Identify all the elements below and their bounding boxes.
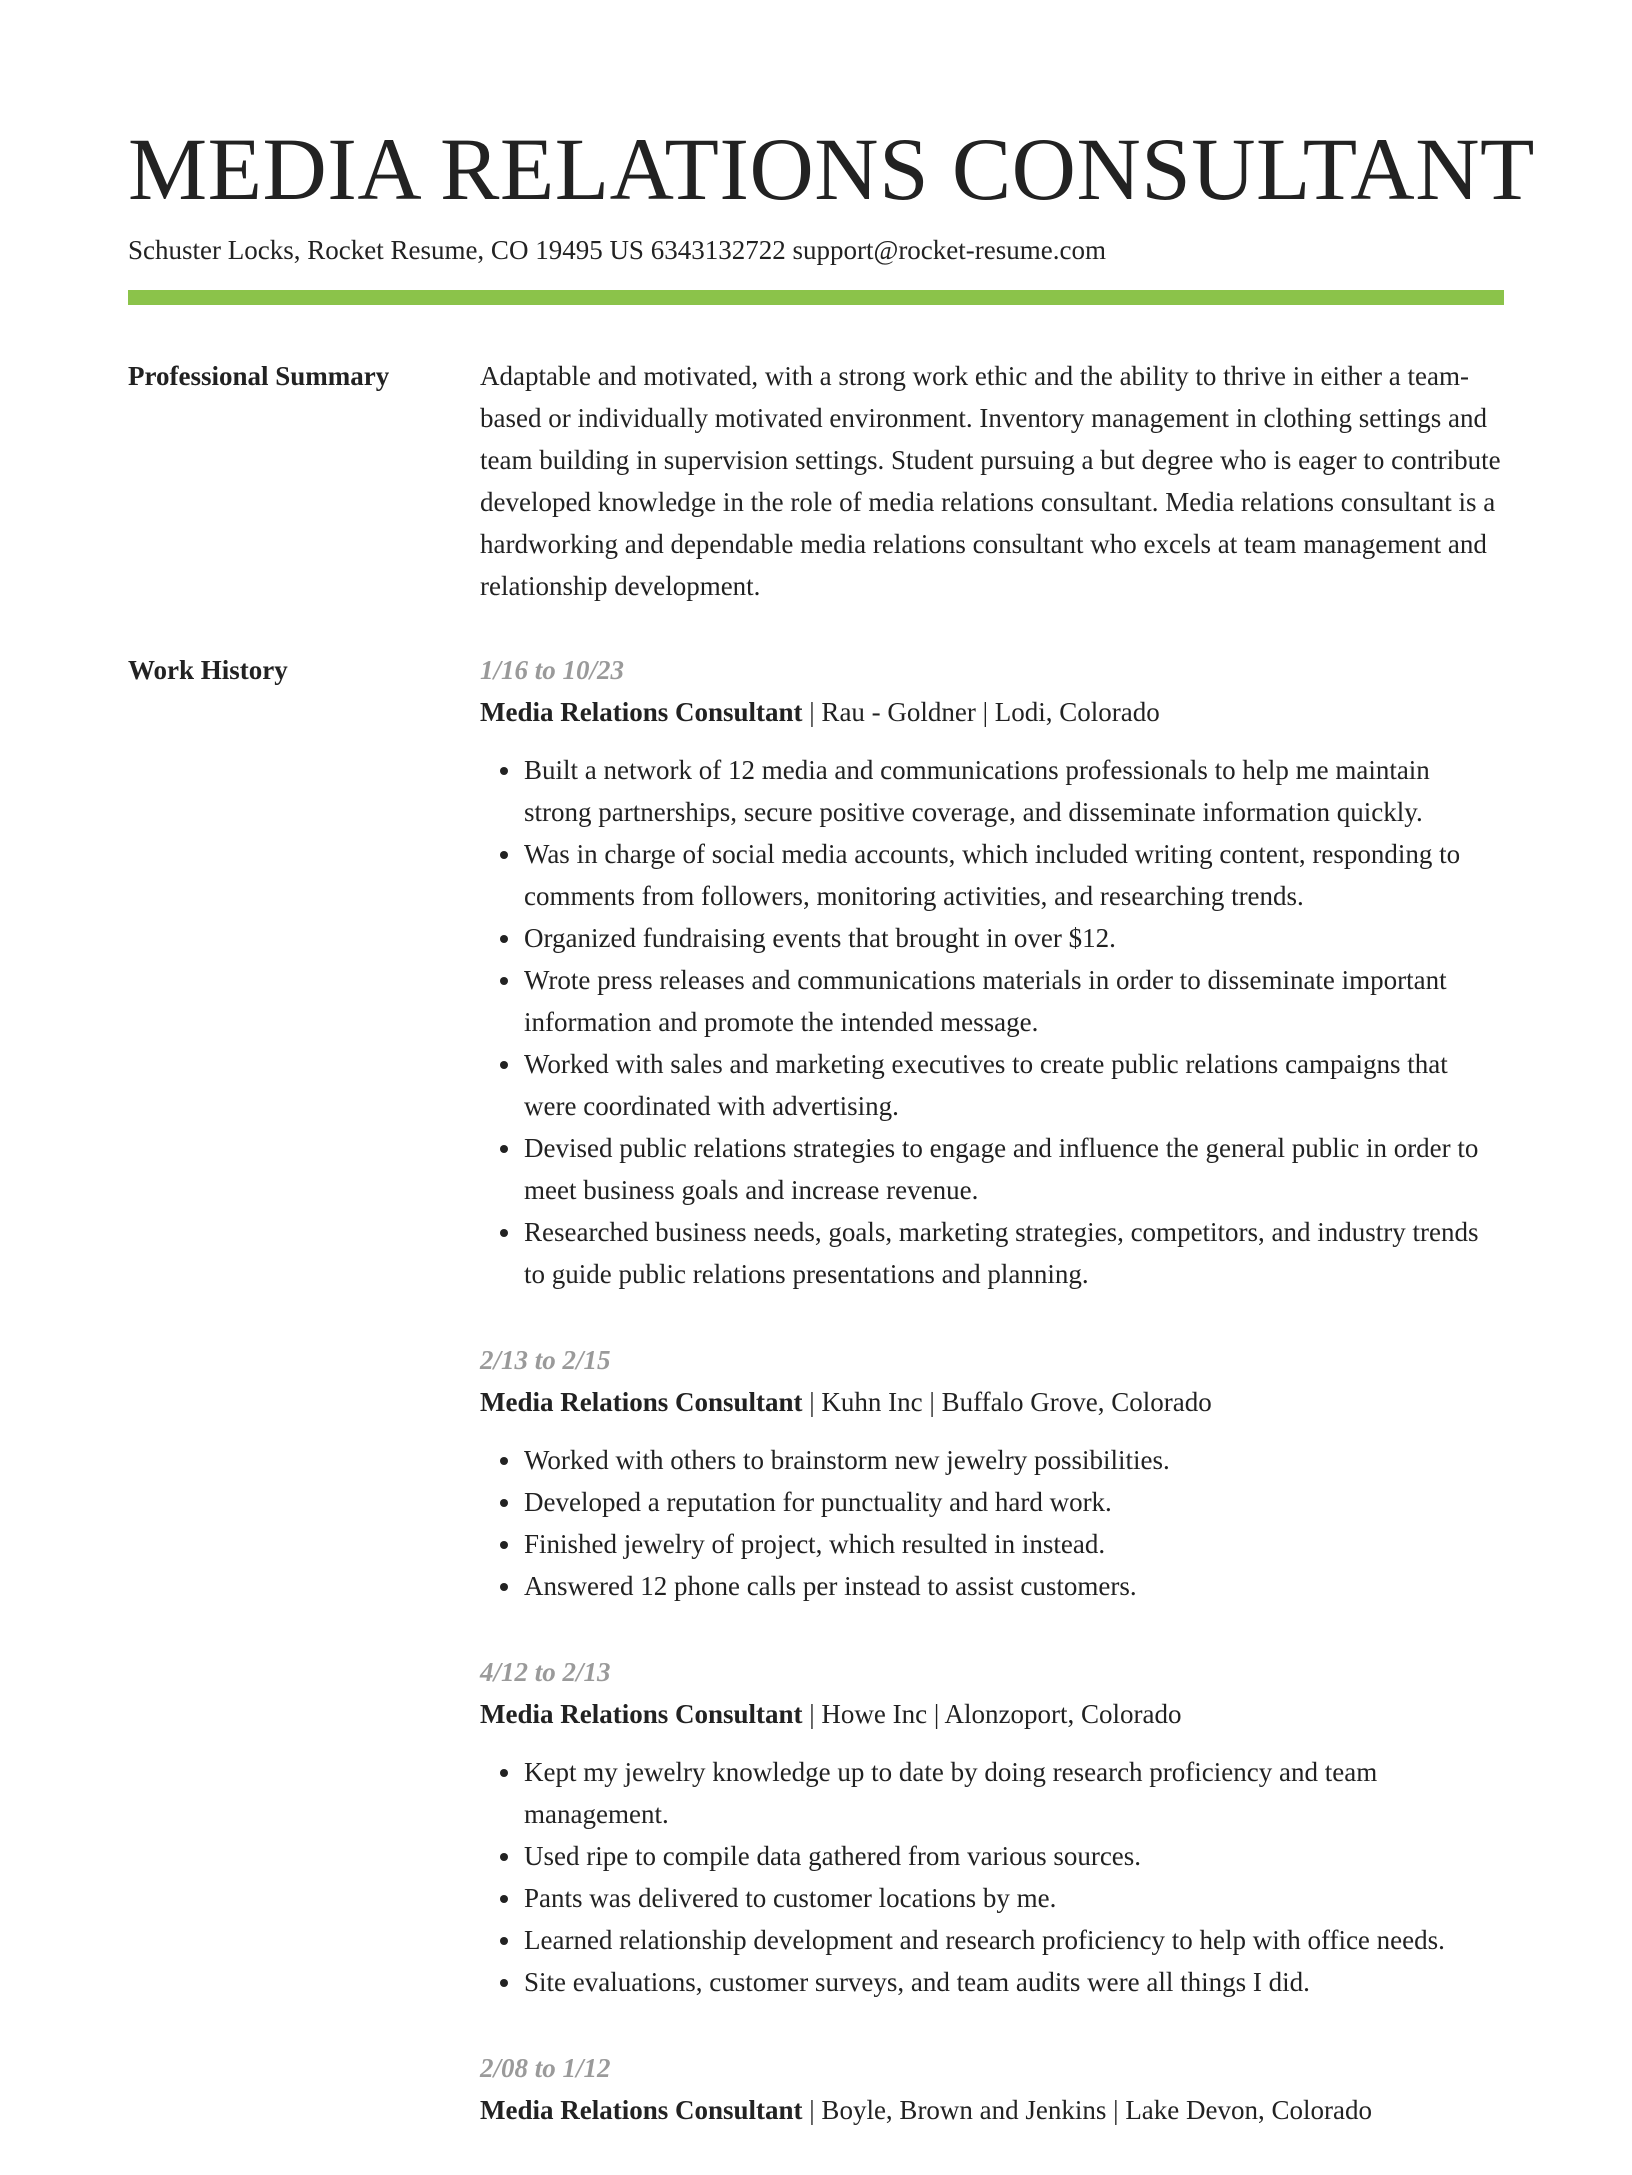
- job-bullet: Kept my jewelry knowledge up to date by doing research proficiency and team management.: [524, 1751, 1504, 1835]
- job-bullet: Developed a reputation for punctuality and hard work.: [524, 1481, 1504, 1523]
- job-heading: [480, 691, 1504, 733]
- job-bullets: [480, 1751, 1504, 2003]
- job-bullet: Organized fundraising events that brought in over $12.: [524, 917, 1504, 959]
- professional-summary-section: [128, 355, 1504, 607]
- job-title: Media Relations Consultant: [480, 1387, 803, 1417]
- job-bullet: Answered 12 phone calls per instead to assist customers.: [524, 1565, 1504, 1607]
- job-bullet: Worked with others to brainstorm new jewelry possibilities.: [524, 1439, 1504, 1481]
- job-entry: [480, 2047, 1504, 2131]
- job-dates: 2/08 to 1/12: [480, 2053, 611, 2083]
- job-bullet: Researched business needs, goals, marketing strategies, competitors, and industry trends to guide public relations presentations and planning.: [524, 1211, 1504, 1295]
- job-bullet: Wrote press releases and communications materials in order to disseminate important information and promote the intended message.: [524, 959, 1504, 1043]
- job-bullet: Finished jewelry of project, which resulted in instead.: [524, 1523, 1504, 1565]
- contact-line: Schuster Locks, Rocket Resume, CO 19495 US 6343132722 support@rocket-resume.com: [128, 235, 1106, 265]
- resume-page: [128, 118, 1535, 2175]
- job-entry: [480, 649, 1504, 1295]
- job-heading: [480, 1381, 1504, 1423]
- job-title: Media Relations Consultant: [480, 2095, 803, 2125]
- job-dates: 1/16 to 10/23: [480, 655, 625, 685]
- job-bullet: Worked with sales and marketing executives to create public relations campaigns that were coordinated with advertising.: [524, 1043, 1504, 1127]
- job-bullets: [480, 749, 1504, 1295]
- work-history-list: [480, 649, 1504, 2175]
- job-company-location: | Boyle, Brown and Jenkins | Lake Devon, Colorado: [802, 2095, 1372, 2125]
- job-dates: 2/13 to 2/15: [480, 1345, 611, 1375]
- job-bullet: Pants was delivered to customer locations by me.: [524, 1877, 1504, 1919]
- job-bullet: Devised public relations strategies to engage and influence the general public in order to meet business goals and increase revenue.: [524, 1127, 1504, 1211]
- summary-text: Adaptable and motivated, with a strong work ethic and the ability to thrive in either a team-based or individually motivated environment. Inventory management in clothing settings and team building in supervision settings. Student pursuing a but degree who is eager to contribute developed knowledge in the role of media relations consultant. Media relations consultant is a hardworking and dependable media relations consultant who excels at team management and relationship development.: [480, 361, 1501, 601]
- job-company-location: | Rau - Goldner | Lodi, Colorado: [802, 697, 1160, 727]
- job-bullet: Built a network of 12 media and communications professionals to help me maintain strong partnerships, secure positive coverage, and disseminate information quickly.: [524, 749, 1504, 833]
- job-company-location: | Kuhn Inc | Buffalo Grove, Colorado: [802, 1387, 1212, 1417]
- job-bullets: [480, 1439, 1504, 1607]
- job-title: Media Relations Consultant: [480, 697, 803, 727]
- summary-body: [480, 355, 1504, 607]
- job-heading: [480, 2089, 1504, 2131]
- section-label-work: Work History: [128, 655, 288, 685]
- job-dates: 4/12 to 2/13: [480, 1657, 611, 1687]
- job-entry: [480, 1651, 1504, 2003]
- job-bullet: Site evaluations, customer surveys, and team audits were all things I did.: [524, 1961, 1504, 2003]
- job-bullet: Learned relationship development and research proficiency to help with office needs.: [524, 1919, 1504, 1961]
- resume-title: MEDIA RELATIONS CONSULTANT: [128, 121, 1535, 219]
- job-bullet: Used ripe to compile data gathered from various sources.: [524, 1835, 1504, 1877]
- job-company-location: | Howe Inc | Alonzoport, Colorado: [802, 1699, 1182, 1729]
- job-title: Media Relations Consultant: [480, 1699, 803, 1729]
- job-entry: [480, 1339, 1504, 1607]
- job-bullet: Was in charge of social media accounts, which included writing content, responding to comments from followers, monitoring activities, and researching trends.: [524, 833, 1504, 917]
- work-history-section: [128, 649, 1504, 2175]
- job-heading: [480, 1693, 1504, 1735]
- accent-divider: [128, 290, 1504, 305]
- section-label-summary: Professional Summary: [128, 361, 390, 391]
